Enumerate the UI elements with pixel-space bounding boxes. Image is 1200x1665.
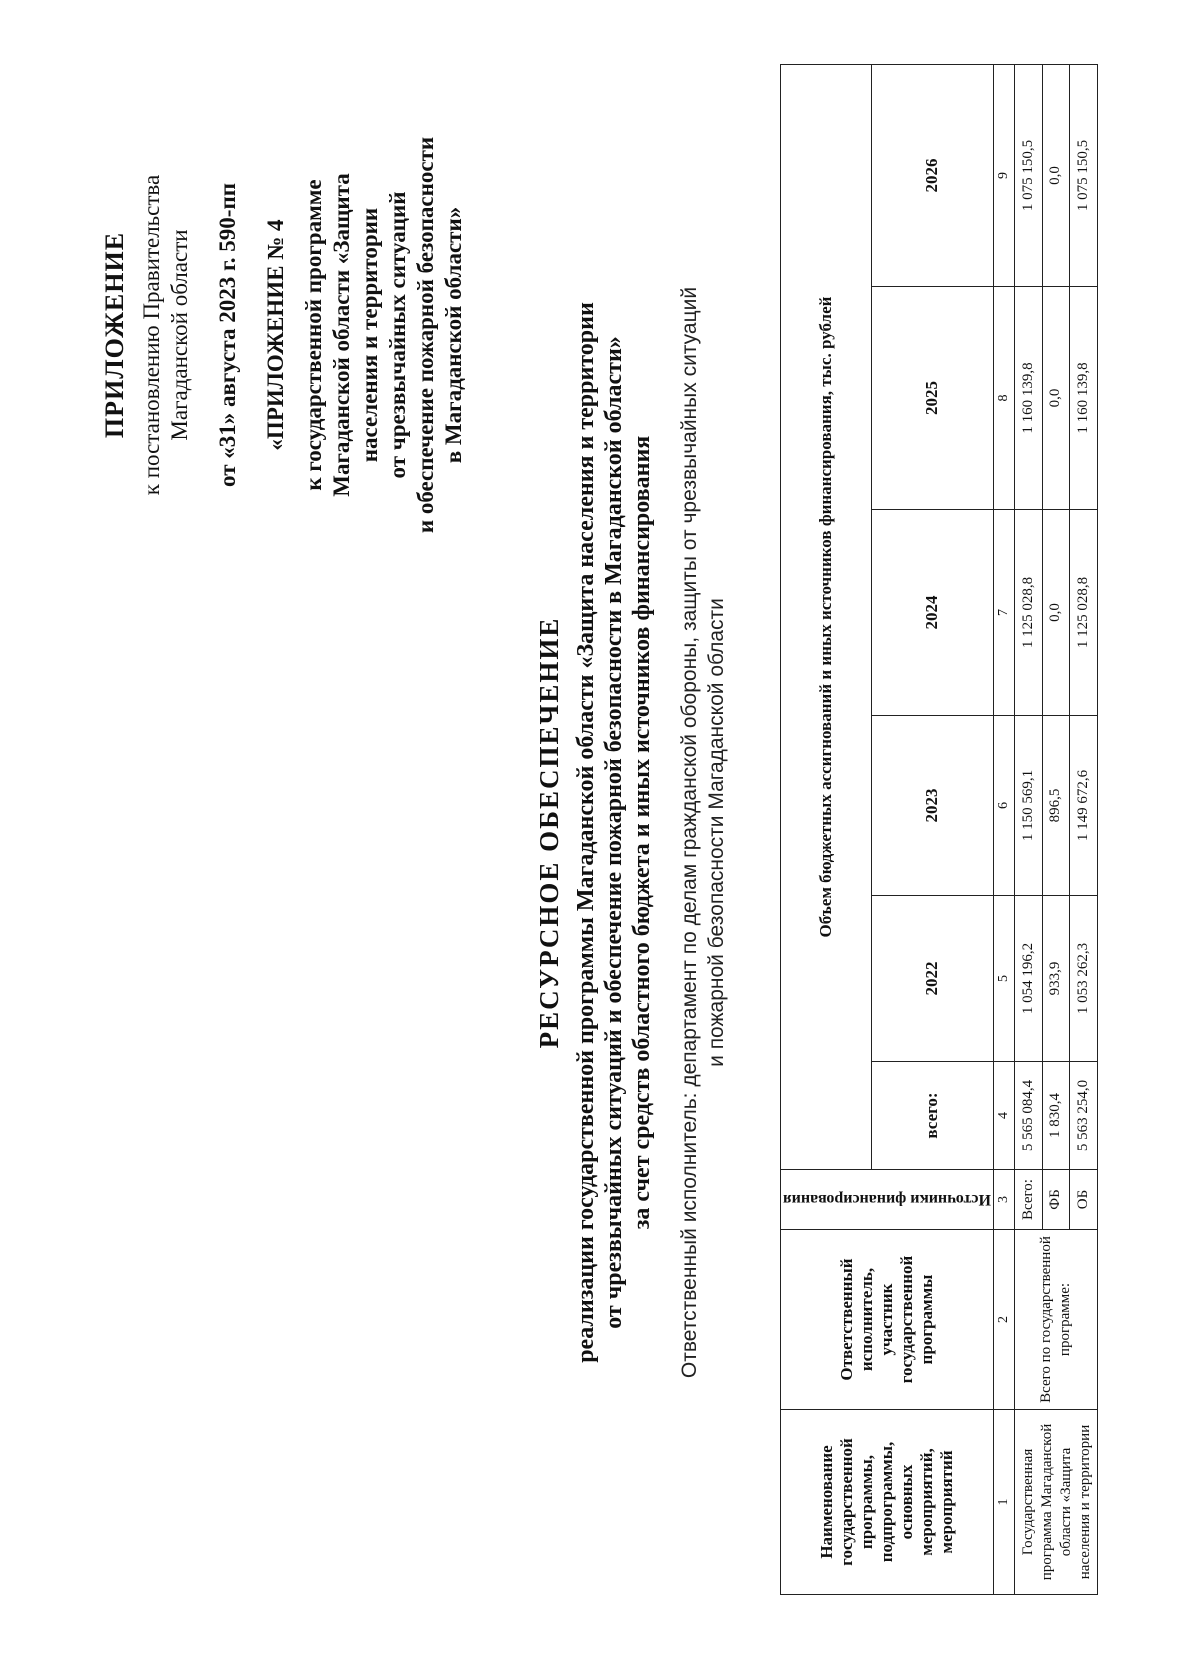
subtitle-line: от чрезвычайных ситуаций и обеспечение пожарной безопасности в Магаданской области» (601, 336, 627, 1329)
header-sources-text: Источники финансирования (783, 1191, 991, 1209)
header-year-2025: 2025 (871, 287, 993, 510)
header-year-2022: 2022 (871, 896, 993, 1062)
column-number: 1 (993, 1410, 1014, 1595)
header-responsible: Ответственный исполнитель, участник государственной программы (781, 1230, 994, 1410)
year-cell: 1 160 139,8 (1070, 287, 1098, 510)
annex-line: и обеспечение пожарной безопасности (413, 136, 438, 534)
year-cell: 1 053 262,3 (1070, 896, 1098, 1062)
column-number: 8 (993, 287, 1014, 510)
year-cell: 1 150 569,1 (1014, 716, 1042, 896)
year-cell: 0,0 (1042, 510, 1070, 716)
annex-line: в Магаданской области» (441, 206, 466, 464)
header-sources (781, 1170, 994, 1230)
header-year-2023: 2023 (871, 716, 993, 896)
source-cell: ФБ (1042, 1170, 1070, 1230)
column-number: 2 (993, 1230, 1014, 1410)
year-cell: 0,0 (1042, 65, 1070, 287)
column-number: 4 (993, 1062, 1014, 1170)
document-title: РЕСУРСНОЕ ОБЕСПЕЧЕНИЕ (534, 616, 564, 1049)
annex-line: к государственной программе (301, 179, 326, 491)
column-number: 3 (993, 1170, 1014, 1230)
executor-line: и пожарной безопасности Магаданской области (705, 598, 728, 1067)
header-name: Наименование государственной программы, подпрограммы, основных мероприятий, мероприятий (781, 1410, 994, 1595)
annex-line: от чрезвычайных ситуаций (385, 191, 410, 479)
total-cell: 5 565 084,4 (1014, 1062, 1042, 1170)
annex-line: Магаданской области «Защита (329, 173, 354, 497)
year-cell: 0,0 (1042, 287, 1070, 510)
executor-line: Ответственный исполнитель: департамент по делам гражданской обороны, защиты от чрезвычайных ситуаций (678, 286, 701, 1379)
responsible-cell: Всего по государственной программе: (1014, 1230, 1097, 1410)
header-year-2024: 2024 (871, 510, 993, 716)
annex-line: населения и территории (357, 207, 382, 463)
appendix-line: Магаданской области (167, 229, 192, 441)
year-cell: 896,5 (1042, 716, 1070, 896)
column-number: 6 (993, 716, 1014, 896)
subtitle-line: реализации государственной программы Магаданской области «Защита населения и территории (573, 302, 599, 1363)
document-subtitle (572, 20, 656, 1645)
column-number-row (993, 65, 1014, 1595)
source-cell: Всего: (1014, 1170, 1042, 1230)
year-cell: 1 075 150,5 (1014, 65, 1042, 287)
year-cell: 1 149 672,6 (1070, 716, 1098, 896)
total-cell: 5 563 254,0 (1070, 1062, 1098, 1170)
year-cell: 1 125 028,8 (1070, 510, 1098, 716)
header-year-2026: 2026 (871, 65, 993, 287)
header-total: всего: (871, 1062, 993, 1170)
year-cell: 933,9 (1042, 896, 1070, 1062)
column-number: 9 (993, 65, 1014, 287)
annex-title: «ПРИЛОЖЕНИЕ № 4 (263, 219, 288, 451)
column-number: 5 (993, 896, 1014, 1062)
appendix-line: к постановлению Правительства (139, 174, 164, 496)
total-cell: 1 830,4 (1042, 1062, 1070, 1170)
year-cell: 1 054 196,2 (1014, 896, 1042, 1062)
year-cell: 1 125 028,8 (1014, 510, 1042, 716)
source-cell: ОБ (1070, 1170, 1098, 1230)
header-volume: Объем бюджетных ассигнований и иных источников финансирования, тыс. рублей (781, 65, 872, 1170)
column-number: 7 (993, 510, 1014, 716)
appendix-decree-date: от «31» августа 2023 г. 590-пп (215, 183, 240, 487)
year-cell: 1 160 139,8 (1014, 287, 1042, 510)
responsible-executor (676, 20, 730, 1645)
appendix-block (100, 65, 468, 605)
financing-table (780, 64, 1098, 1595)
year-cell: 1 075 150,5 (1070, 65, 1098, 287)
table-row (1014, 65, 1042, 1595)
subtitle-line: за счет средств областного бюджета и иных источников финансирования (629, 435, 655, 1230)
appendix-title: ПРИЛОЖЕНИЕ (100, 231, 129, 439)
program-name-cell: Государственная программа Магаданской области «Защита населения и территории (1014, 1410, 1097, 1595)
